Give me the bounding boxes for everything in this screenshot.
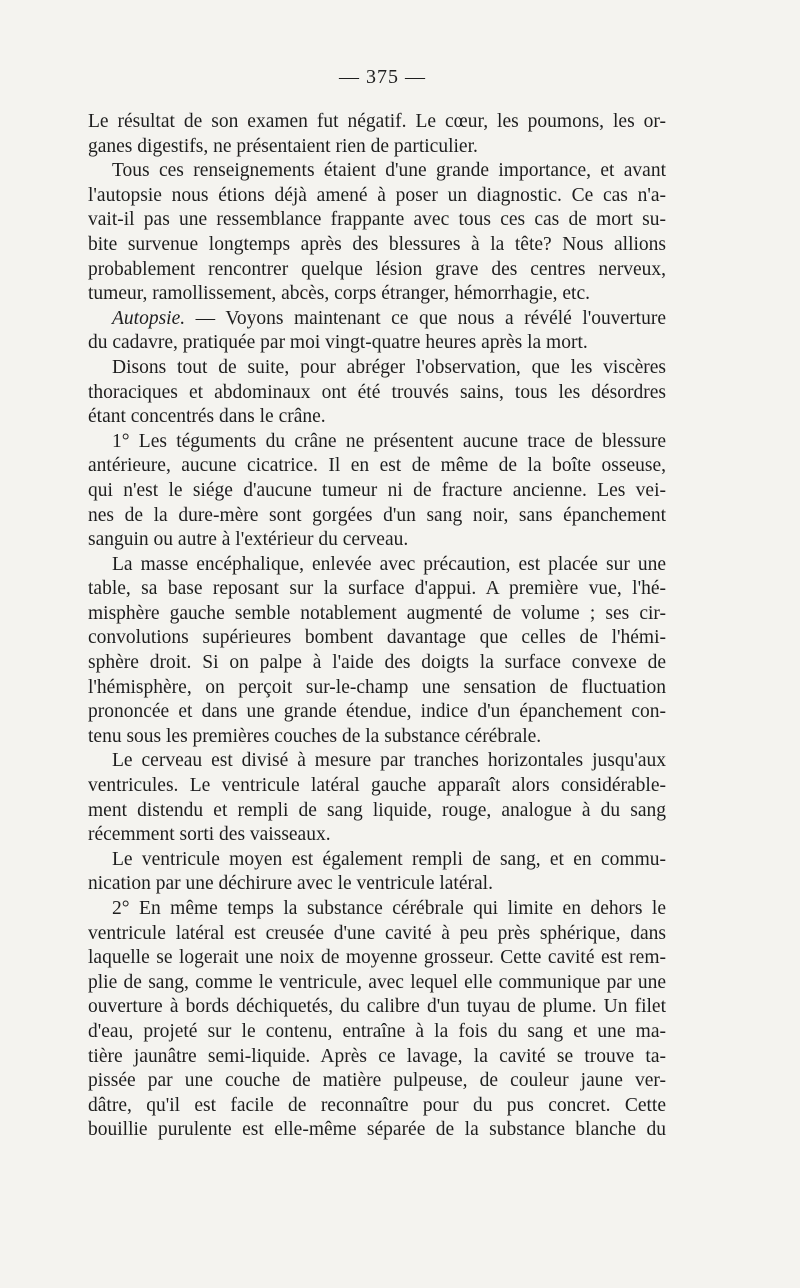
text-line	[88, 651, 666, 676]
line-text: Le résultat de son examen fut négatif. Le cœur, les poumons, les or-	[88, 111, 666, 132]
text-line	[88, 897, 666, 922]
line-text: — Voyons maintenant ce que nous a révélé l'ouverture	[185, 307, 666, 329]
line-text: ment distendu et rempli de sang liquide, rouge, analogue à du sang	[88, 799, 666, 821]
text-line	[88, 946, 666, 971]
text-line	[88, 676, 666, 701]
text-line	[88, 1045, 666, 1070]
text-line	[88, 1118, 666, 1143]
text-line	[88, 208, 666, 233]
line-text: tenu sous les premières couches de la substance cérébrale.	[88, 725, 542, 747]
line-text: bite survenue longtemps après des blessures à la tête? Nous allions	[88, 233, 666, 255]
line-text: qui n'est le siége d'aucune tumeur ni de fracture ancienne. Les vei-	[88, 479, 666, 501]
text-line	[88, 307, 666, 332]
text-line	[88, 331, 666, 356]
line-text: table, sa base reposant sur la surface d'appui. A première vue, l'hé-	[88, 578, 666, 600]
line-text: plie de sang, comme le ventricule, avec lequel elle communique par une	[88, 971, 666, 993]
text-line	[88, 504, 666, 529]
text-line	[88, 430, 666, 455]
text-line	[88, 725, 666, 750]
line-text: étant concentrés dans le crâne.	[88, 406, 326, 428]
line-text: convolutions supérieures bombent davantage que celles de l'hémi-	[88, 627, 666, 649]
line-text: nication par une déchirure avec le ventricule latéral.	[88, 873, 493, 895]
line-text: tière jaunâtre semi-liquide. Après ce lavage, la cavité se trouve ta-	[88, 1045, 666, 1067]
line-text: pissée par une couche de matière pulpeuse, de couleur jaune ver-	[88, 1070, 666, 1092]
text-line	[88, 184, 666, 209]
text-line	[88, 922, 666, 947]
text-line	[88, 110, 666, 135]
line-text: Disons tout de suite, pour abréger l'observation, que les viscères	[112, 356, 666, 378]
line-text: La masse encéphalique, enlevée avec précaution, est placée sur une	[112, 553, 666, 575]
text-line	[88, 454, 666, 479]
text-line	[88, 799, 666, 824]
line-text: l'autopsie nous étions déjà amené à poser un diagnostic. Ce cas n'a-	[88, 184, 666, 206]
text-line	[88, 553, 666, 578]
text-line	[88, 749, 666, 774]
line-text: 1° Les téguments du crâne ne présentent aucune trace de blessure	[112, 430, 666, 452]
text-line	[88, 135, 666, 160]
line-text: misphère gauche semble notablement augmenté de volume ; ses cir-	[88, 602, 666, 624]
text-line	[88, 1069, 666, 1094]
text-line	[88, 577, 666, 602]
line-text: dâtre, qu'il est facile de reconnaître pour du pus concret. Cette	[88, 1094, 666, 1116]
line-text: ventricule latéral est creusée d'une cavité à peu près sphérique, dans	[88, 922, 666, 944]
text-line	[88, 159, 666, 184]
line-text: l'hémisphère, on perçoit sur-le-champ une sensation de fluctuation	[88, 676, 666, 698]
text-line	[88, 700, 666, 725]
text-line	[88, 282, 666, 307]
line-text: tumeur, ramollissement, abcès, corps étranger, hémorrhagie, etc.	[88, 283, 590, 305]
text-line	[88, 528, 666, 553]
line-text: 2° En même temps la substance cérébrale qui limite en dehors le	[112, 898, 666, 919]
italic-heading: Autopsie.	[112, 307, 186, 329]
text-line	[88, 848, 666, 873]
text-line	[88, 258, 666, 283]
page-number: — 375 —	[339, 66, 426, 88]
text-line	[88, 233, 666, 258]
line-text: d'eau, projeté sur le contenu, entraîne à la fois du sang et une ma-	[88, 1020, 666, 1042]
text-line	[88, 1020, 666, 1045]
line-text: sphère droit. Si on palpe à l'aide des doigts la surface convexe de	[88, 652, 666, 674]
text-line	[88, 823, 666, 848]
page-body-text	[88, 110, 666, 1143]
text-line	[88, 774, 666, 799]
line-text: nes de la dure-mère sont gorgées d'un sang noir, sans épanchement	[88, 504, 666, 526]
text-line	[88, 602, 666, 627]
line-text: récemment sorti des vaisseaux.	[88, 824, 331, 846]
line-text: sanguin ou autre à l'extérieur du cerveau.	[88, 529, 409, 551]
text-line	[88, 381, 666, 406]
text-line	[88, 971, 666, 996]
text-line	[88, 405, 666, 430]
line-text: Le cerveau est divisé à mesure par tranches horizontales jusqu'aux	[112, 750, 666, 772]
text-line	[88, 1094, 666, 1119]
text-line	[88, 479, 666, 504]
line-text: ganes digestifs, ne présentaient rien de particulier.	[88, 135, 478, 157]
line-text: Tous ces renseignements étaient d'une grande importance, et avant	[112, 160, 666, 182]
line-text: vait-il pas une ressemblance frappante avec tous ces cas de mort su-	[88, 209, 666, 231]
text-line	[88, 872, 666, 897]
line-text: bouillie purulente est elle-même séparée de la substance blanche du	[88, 1119, 666, 1141]
line-text: laquelle se logerait une noix de moyenne grosseur. Cette cavité est rem-	[88, 947, 666, 969]
line-text: Le ventricule moyen est également rempli de sang, et en commu-	[112, 848, 666, 870]
line-text: ouverture à bords déchiquetés, du calibre d'un tuyau de plume. Un filet	[88, 996, 666, 1018]
text-line	[88, 995, 666, 1020]
line-text: probablement rencontrer quelque lésion grave des centres nerveux,	[88, 258, 666, 280]
line-text: antérieure, aucune cicatrice. Il en est de même de la boîte osseuse,	[88, 455, 666, 477]
text-line	[88, 356, 666, 381]
line-text: ventricules. Le ventricule latéral gauche apparaît alors considérable-	[88, 775, 666, 797]
line-text: du cadavre, pratiquée par moi vingt-quatre heures après la mort.	[88, 332, 588, 354]
text-line	[88, 626, 666, 651]
line-text: thoraciques et abdominaux ont été trouvés sains, tous les désordres	[88, 381, 666, 403]
line-text: prononcée et dans une grande étendue, indice d'un épanchement con-	[88, 701, 666, 723]
